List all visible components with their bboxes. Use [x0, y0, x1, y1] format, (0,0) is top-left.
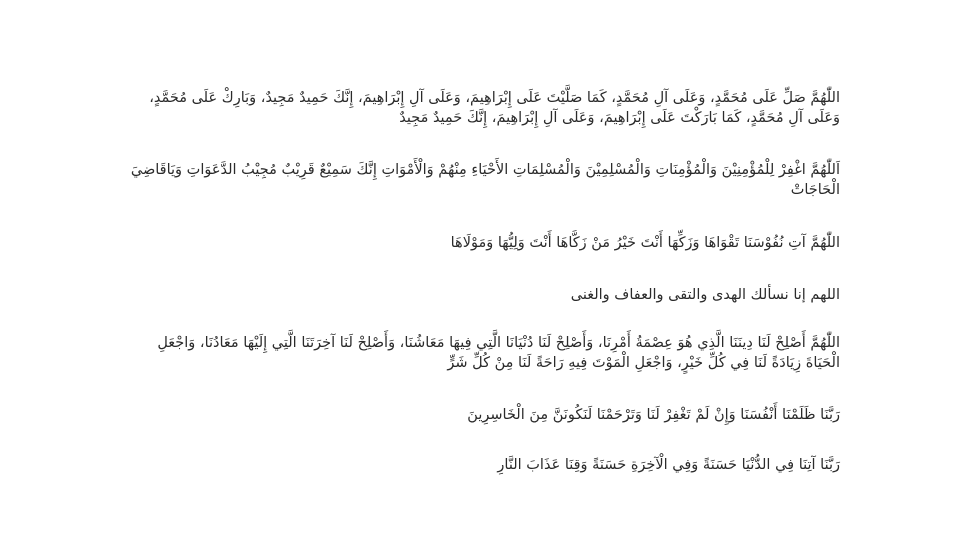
paragraph-purification [80, 233, 840, 253]
paragraph-line: وَعَلَى آلِ مُحَمَّدٍ، كَمَا بَارَكْتَ عَلَى إِبْرَاهِيمَ، وَعَلَى آلِ إِبْرَاهِيمَ، إِنَّكَ حَمِيدٌ مَجِيدٌ [399, 110, 840, 126]
paragraph-line: اللّٰهُمَّ آتِ نُفُوْسَنَا تَقْوَاهَا وَزَكِّهَا أَنْتَ خَيْرُ مَنْ زَكَّاهَا أَنْتَ وَلِيُّهَا وَمَوْلَاهَا [450, 235, 840, 251]
paragraph-line: الْحَيَاةَ زِيَادَةً لَنَا فِي كُلِّ خَيْرٍ، وَاجْعَلِ الْمَوْتَ فِيهِ رَاحَةً لَنَا مِنْ كُلِّ شَرٍّ [447, 355, 840, 371]
paragraph-guidance [80, 285, 840, 305]
paragraph-line: اللّٰهُمَّ صَلِّ عَلَى مُحَمَّدٍ، وَعَلَى آلِ مُحَمَّدٍ، كَمَا صَلَّيْتَ عَلَى إِبْرَاهِيمَ، وَعَلَى آلِ إِبْرَاهِيمَ، إِنَّكَ حَمِيدٌ مَجِيدٌ، وَبَارِكْ عَلَى مُحَمَّدٍ، [149, 90, 840, 106]
paragraph-rabbana-zalamna [80, 405, 840, 425]
paragraph-rabbana-atina [80, 455, 840, 475]
paragraph-rectification [80, 333, 840, 373]
paragraph-forgiveness [80, 160, 840, 200]
paragraph-line: الْحَاجَاتْ [790, 182, 840, 198]
paragraph-line: رَبَّنَا آتِنَا فِي الدُّنْيَا حَسَنَةً وَفِي الْآخِرَةِ حَسَنَةً وَقِنَا عَذَابَ النَّارِ [497, 457, 840, 473]
paragraph-salawat [80, 88, 840, 128]
paragraph-line: اللّٰهُمَّ أَصْلِحْ لَنَا دِينَنَا الَّذِي هُوَ عِصْمَةُ أَمْرِنَا، وَأَصْلِحْ لَنَا دُنْيَانَا الَّتِي فِيهَا مَعَاشُنَا، وَأَصْلِحْ لَنَا آخِرَتَنَا الَّتِي إِلَيْهَا مَعَادُنَا، وَاجْعَلِ [157, 335, 840, 351]
paragraph-line: اللهم إنا نسألك الهدى والتقى والعفاف والغنى [570, 287, 840, 303]
paragraph-line: اَللّٰهُمَّ اغْفِرْ لِلْمُؤْمِنِيْنَ وَالْمُؤْمِنَاتِ وَالْمُسْلِمِيْنَ وَالْمُسْلِمَاتِ الأَحْيَاءِ مِنْهُمْ وَالْأَمْوَاتِ إِنَّكَ سَمِيْعٌ قَرِيْبٌ مُجِيْبُ الدَّعَوَاتِ وَيَاقَاضِيَ [130, 162, 840, 178]
paragraph-line: رَبَّنَا ظَلَمْنَا أَنْفُسَنَا وَإِنْ لَمْ تَغْفِرْ لَنَا وَتَرْحَمْنَا لَنَكُونَنَّ مِنَ الْخَاسِرِينَ [467, 407, 840, 423]
